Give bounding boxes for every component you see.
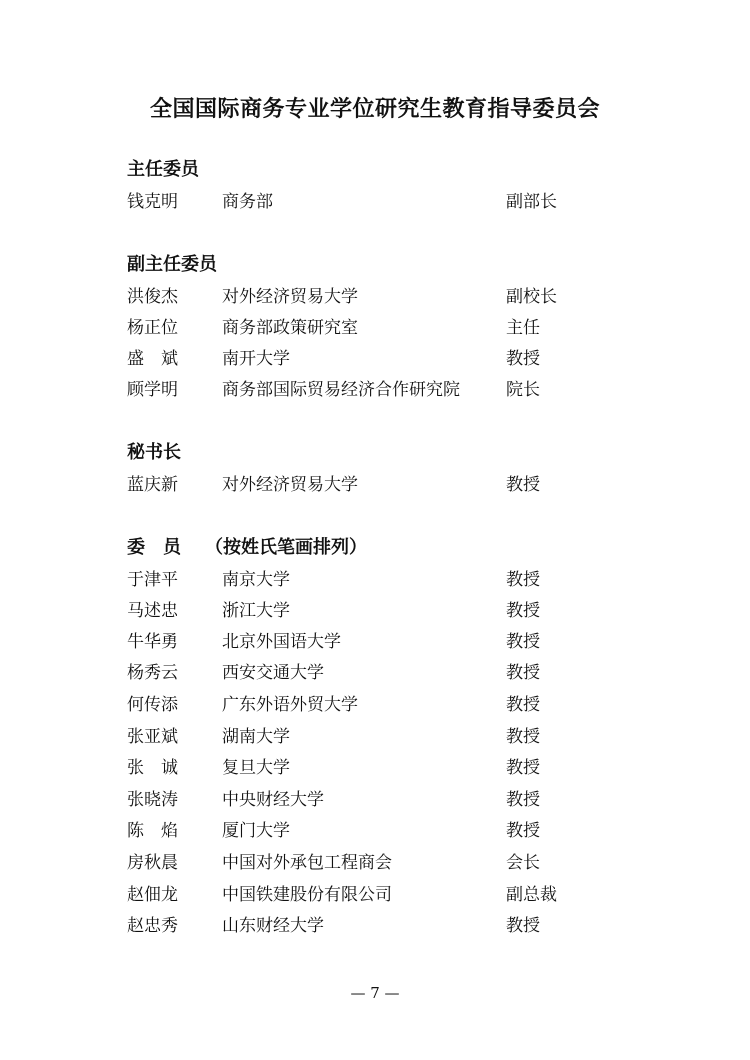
member-organization: 浙江大学 <box>222 601 290 621</box>
member-organization: 商务部国际贸易经济合作研究院 <box>222 380 460 400</box>
member-role: 会长 <box>506 853 540 873</box>
member-name: 赵佃龙 <box>127 885 178 905</box>
member-role: 教授 <box>506 790 540 810</box>
member-row <box>0 816 750 846</box>
section-heading-members <box>127 536 367 560</box>
member-organization: 商务部政策研究室 <box>222 318 358 338</box>
member-row <box>0 848 750 878</box>
member-organization: 厦门大学 <box>222 821 290 841</box>
member-name: 蓝庆新 <box>127 475 178 495</box>
member-organization: 南京大学 <box>222 570 290 590</box>
member-name: 赵忠秀 <box>127 916 178 936</box>
member-organization: 广东外语外贸大学 <box>222 695 358 715</box>
member-role: 副部长 <box>506 192 557 212</box>
member-row <box>0 187 750 217</box>
member-row <box>0 627 750 657</box>
section-heading-members-note: （按姓氏笔画排列） <box>205 537 367 558</box>
member-organization: 南开大学 <box>222 349 290 369</box>
member-name: 牛华勇 <box>127 632 178 652</box>
member-role: 教授 <box>506 632 540 652</box>
member-row <box>0 785 750 815</box>
member-role: 副总裁 <box>506 885 557 905</box>
member-name: 房秋晨 <box>127 853 178 873</box>
member-role: 教授 <box>506 758 540 778</box>
member-name: 陈 焰 <box>127 821 178 841</box>
member-row <box>0 375 750 405</box>
member-name: 张亚斌 <box>127 727 178 747</box>
section-heading-secretary-general: 秘书长 <box>127 442 181 463</box>
section-heading-vice-chairs: 副主任委员 <box>127 254 217 275</box>
member-organization: 商务部 <box>222 192 273 212</box>
member-name: 马述忠 <box>127 601 178 621</box>
member-name: 于津平 <box>127 570 178 590</box>
member-organization: 对外经济贸易大学 <box>222 475 358 495</box>
document-title: 全国国际商务专业学位研究生教育指导委员会 <box>149 97 600 122</box>
member-organization: 中国对外承包工程商会 <box>222 853 392 873</box>
member-row <box>0 596 750 626</box>
member-role: 教授 <box>506 475 540 495</box>
member-name: 张 诚 <box>127 758 178 778</box>
member-name: 钱克明 <box>127 192 178 212</box>
member-row <box>0 313 750 343</box>
member-role: 教授 <box>506 663 540 683</box>
member-name: 洪俊杰 <box>127 287 178 307</box>
member-name: 杨秀云 <box>127 663 178 683</box>
member-row <box>0 880 750 910</box>
member-row <box>0 282 750 312</box>
member-role: 院长 <box>506 380 540 400</box>
member-row <box>0 565 750 595</box>
page-number: — 7 — <box>350 984 400 1002</box>
member-organization: 山东财经大学 <box>222 916 324 936</box>
member-role: 教授 <box>506 695 540 715</box>
member-name: 何传添 <box>127 695 178 715</box>
member-organization: 中央财经大学 <box>222 790 324 810</box>
member-name: 张晓涛 <box>127 790 178 810</box>
member-role: 教授 <box>506 349 540 369</box>
member-name: 顾学明 <box>127 380 178 400</box>
member-role: 副校长 <box>506 287 557 307</box>
section-heading-members-label: 委 员 <box>127 537 181 558</box>
member-role: 教授 <box>506 821 540 841</box>
member-organization: 复旦大学 <box>222 758 290 778</box>
section-heading-chair: 主任委员 <box>127 159 199 180</box>
member-row <box>0 658 750 688</box>
member-row <box>0 344 750 374</box>
member-name: 杨正位 <box>127 318 178 338</box>
member-organization: 中国铁建股份有限公司 <box>222 885 392 905</box>
member-role: 教授 <box>506 916 540 936</box>
member-row <box>0 911 750 941</box>
member-row <box>0 722 750 752</box>
member-role: 教授 <box>506 570 540 590</box>
member-organization: 西安交通大学 <box>222 663 324 683</box>
member-organization: 湖南大学 <box>222 727 290 747</box>
member-role: 主任 <box>506 318 540 338</box>
member-organization: 北京外国语大学 <box>222 632 341 652</box>
member-row <box>0 690 750 720</box>
member-role: 教授 <box>506 601 540 621</box>
member-role: 教授 <box>506 727 540 747</box>
member-organization: 对外经济贸易大学 <box>222 287 358 307</box>
member-row <box>0 753 750 783</box>
member-name: 盛 斌 <box>127 349 178 369</box>
member-row <box>0 470 750 500</box>
